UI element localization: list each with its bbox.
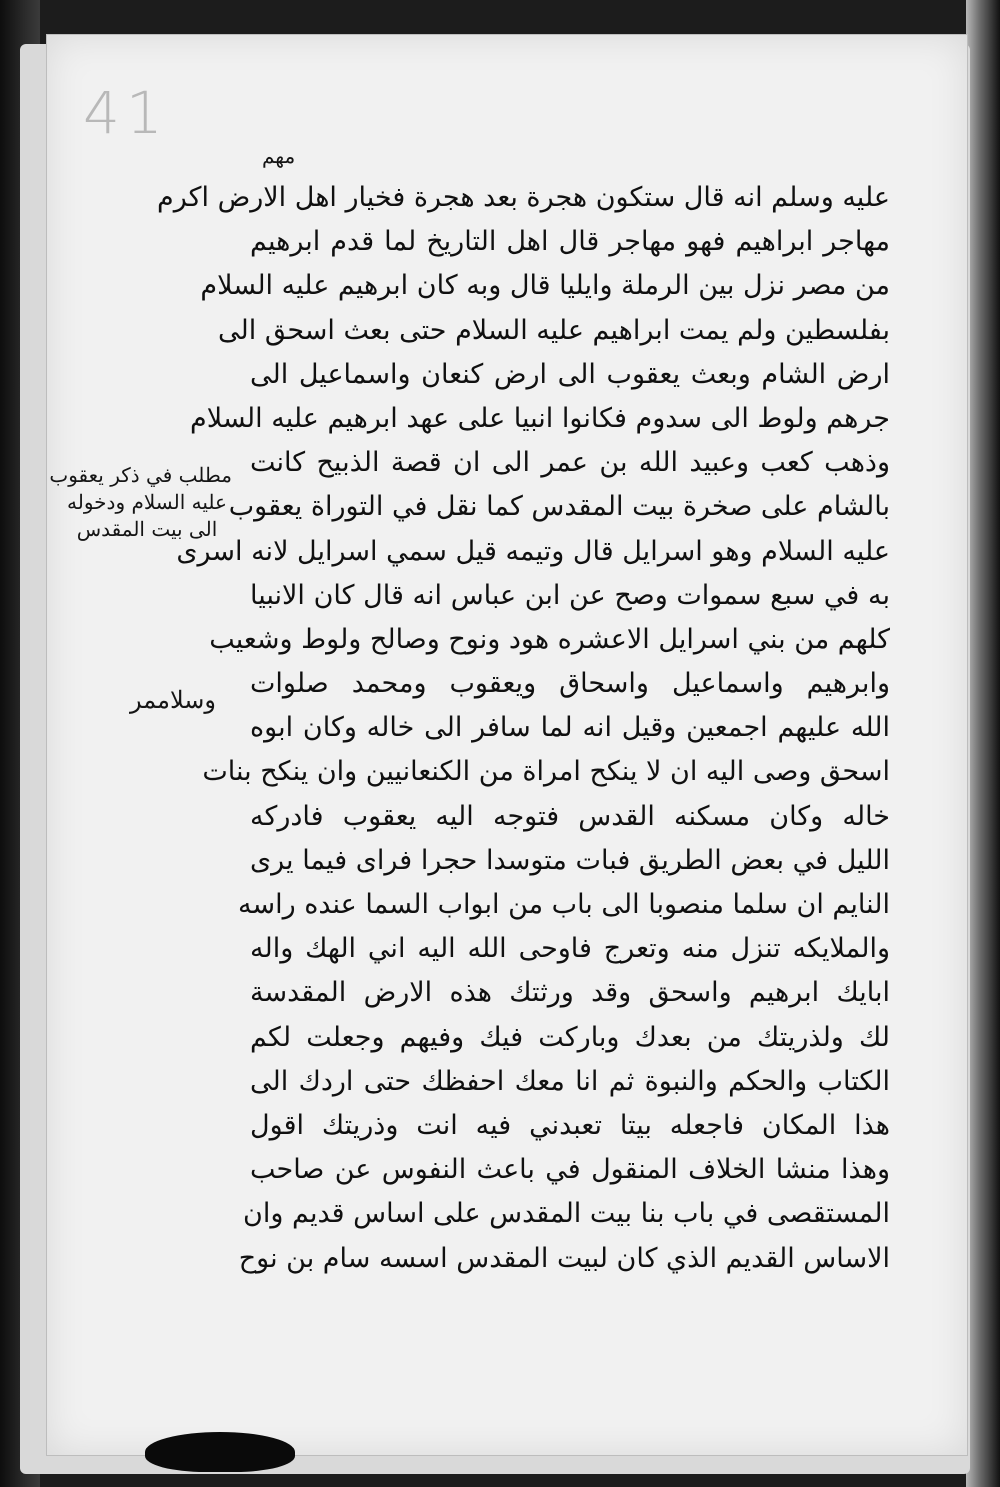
text-line: لك ولذريتك من بعدك وباركت فيك وفيهم وجعلت لكم xyxy=(250,1021,890,1053)
text-line: بفلسطين ولم يمت ابراهيم عليه السلام حتى بعث اسحق الى xyxy=(218,314,890,346)
text-line: اسحق وصى اليه ان لا ينكح امراة من الكنعانيين وان ينكح بنات xyxy=(202,756,890,788)
text-line: وابرهيم واسماعيل واسحاق ويعقوب ومحمد صلوات xyxy=(250,668,890,700)
margin-note xyxy=(49,462,232,543)
text-line: الله عليهم اجمعين وقيل انه لما سافر الى خاله وكان ابوه xyxy=(250,712,890,744)
text-line: النايم ان سلما منصوبا الى باب من ابواب السما عنده راسه xyxy=(237,889,890,920)
text-line: به في سبع سموات وصح عن ابن عباس انه قال كان الانبيا xyxy=(250,579,890,611)
text-line: خاله وكان مسكنه القدس فتوجه اليه يعقوب فادركه xyxy=(250,800,890,832)
text-line: والملايكه تنزل منه وتعرج فاوحى الله اليه اني الهك واله xyxy=(250,933,890,965)
text-line: كلهم من بني اسرايل الاعشره هود ونوح وصالح ولوط وشعيب xyxy=(209,623,890,655)
text-line: جرهم ولوط الى سدوم فكانوا انبيا على عهد ابرهيم عليه السلام xyxy=(190,402,890,434)
text-line: ارض الشام وبعث يعقوب الى ارض كنعان واسماعيل الى xyxy=(250,358,890,390)
catchword-top: مهم xyxy=(262,144,296,168)
thumb-shadow xyxy=(145,1432,295,1472)
folio-number: 41 xyxy=(83,79,169,147)
text-line: المستقصى في باب بنا بيت المقدس على اساس قديم وان xyxy=(243,1198,890,1230)
scan-background-right xyxy=(966,0,1000,1487)
text-line: وهذا منشا الخلاف المنقول في باعث النفوس عن صاحب xyxy=(250,1154,890,1186)
margin-note-line: مطلب في ذكر يعقوب xyxy=(49,463,232,487)
margin-word: وسلاممر xyxy=(130,686,216,714)
text-line: الاساس القديم الذي كان لبيت المقدس اسسه سام بن نوح xyxy=(238,1242,890,1274)
text-line: هذا المكان فاجعله بيتا تعبدني فيه انت وذريتك اقول xyxy=(250,1109,890,1141)
text-line: وذهب كعب وعبيد الله بن عمر الى ان قصة الذبيح كانت xyxy=(250,447,890,479)
text-line: عليه وسلم انه قال ستكون هجرة بعد هجرة فخيار اهل الارض اكرم xyxy=(157,182,890,213)
text-line: عليه السلام وهو اسرايل قال وتيمه قيل سمي اسرايل لانه اسرى xyxy=(176,535,890,567)
text-line: مهاجر ابراهيم فهو مهاجر قال اهل التاريخ لما قدم ابرهيم xyxy=(250,226,890,258)
text-line: ابايك ابرهيم واسحق وقد ورثتك هذه الارض المقدسة xyxy=(250,977,890,1009)
margin-note-line: الى بيت المقدس xyxy=(76,517,218,541)
text-line: من مصر نزل بين الرملة وايليا قال وبه كان ابرهيم عليه السلام xyxy=(200,270,890,302)
margin-note-line: عليه السلام ودخوله xyxy=(67,490,227,514)
text-line: الليل في بعض الطريق فبات متوسدا حجرا فراى فيما يرى xyxy=(250,844,890,876)
text-line: بالشام على صخرة بيت المقدس كما نقل في التوراة يعقوب xyxy=(228,491,890,523)
text-line: الكتاب والحكم والنبوة ثم انا معك احفظك حتى اردك الى xyxy=(250,1065,890,1097)
